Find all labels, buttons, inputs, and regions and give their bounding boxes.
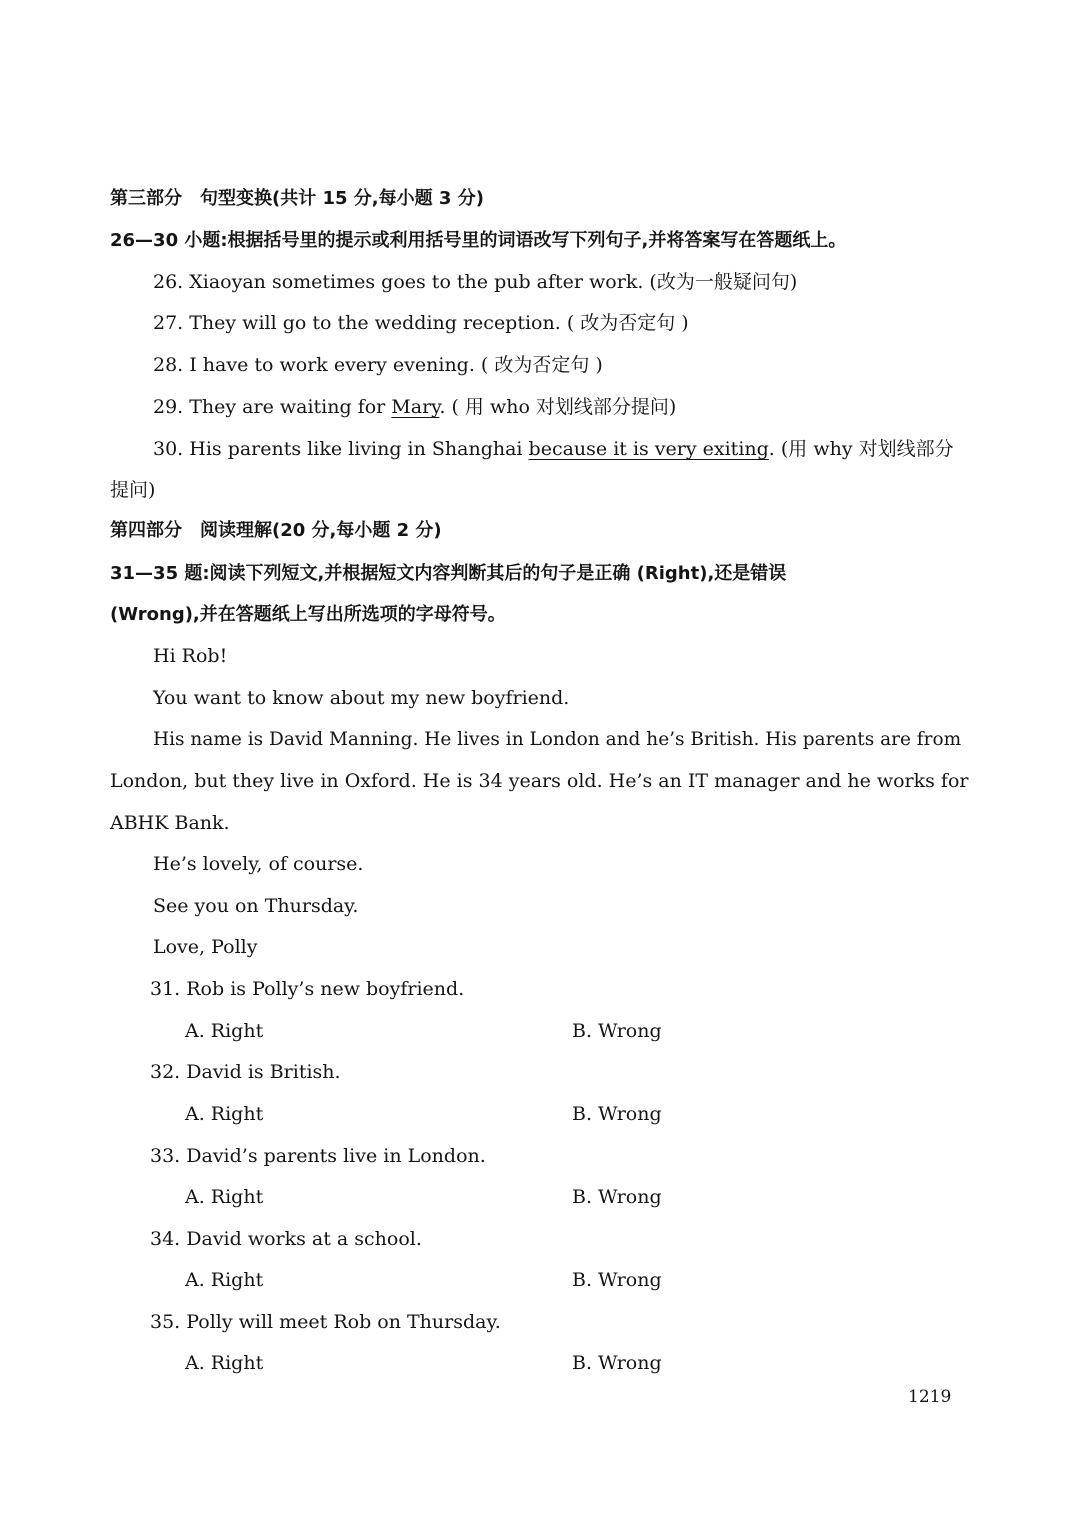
question-31-option-b: B. Wrong	[572, 1020, 662, 1042]
question-30-underlined: because it is very exiting	[528, 438, 769, 460]
question-33-option-a: A. Right	[185, 1186, 264, 1208]
question-32-option-b: B. Wrong	[572, 1103, 662, 1125]
question-34-option-b: B. Wrong	[572, 1269, 662, 1291]
question-27: 27. They will go to the wedding reception. ( 改为否定句 )	[153, 312, 689, 334]
question-30-text: 30. His parents like living in Shanghai	[153, 438, 529, 460]
part3-instruction: 26—30 小题:根据括号里的提示或利用括号里的词语改写下列句子,并将答案写在答题纸上。	[110, 230, 847, 251]
question-29-hint: . ( 用 who 对划线部分提问)	[439, 396, 677, 418]
part4-heading: 第四部分 阅读理解(20 分,每小题 2 分)	[110, 520, 442, 541]
question-34-stem: 34. David works at a school.	[150, 1228, 422, 1250]
part3-heading: 第三部分 句型变换(共计 15 分,每小题 3 分)	[110, 188, 484, 209]
question-32-option-a: A. Right	[185, 1103, 264, 1125]
question-35-option-b: B. Wrong	[572, 1352, 662, 1374]
question-33-stem: 33. David’s parents live in London.	[150, 1145, 486, 1167]
letter-paragraph-2-line3: ABHK Bank.	[110, 812, 230, 834]
page-number: 1219	[908, 1387, 952, 1407]
question-33-option-b: B. Wrong	[572, 1186, 662, 1208]
letter-paragraph-1: You want to know about my new boyfriend.	[153, 687, 570, 709]
question-30	[153, 436, 954, 462]
question-31-option-a: A. Right	[185, 1020, 264, 1042]
letter-paragraph-2-line1: His name is David Manning. He lives in London and he’s British. His parents are from	[153, 729, 962, 750]
question-29-underlined: Mary	[391, 396, 440, 418]
question-28: 28. I have to work every evening. ( 改为否定句 )	[153, 354, 603, 376]
question-29	[153, 394, 676, 420]
letter-closing: Love, Polly	[153, 936, 258, 958]
question-26: 26. Xiaoyan sometimes goes to the pub after work. (改为一般疑问句)	[153, 271, 798, 293]
letter-paragraph-4: See you on Thursday.	[153, 895, 359, 917]
question-30-hint: . (用 why 对划线部分	[768, 438, 954, 460]
letter-greeting: Hi Rob!	[153, 645, 228, 667]
question-35-stem: 35. Polly will meet Rob on Thursday.	[150, 1311, 501, 1333]
question-29-text: 29. They are waiting for	[153, 396, 392, 418]
question-32-stem: 32. David is British.	[150, 1061, 341, 1083]
part4-instruction-line1: 31—35 题:阅读下列短文,并根据短文内容判断其后的句子是正确 (Right),还是错误	[110, 563, 787, 584]
letter-paragraph-3: He’s lovely, of course.	[153, 853, 364, 875]
letter-paragraph-2-line2: London, but they live in Oxford. He is 34 years old. He’s an IT manager and he works for	[110, 770, 969, 792]
question-31-stem: 31. Rob is Polly’s new boyfriend.	[150, 978, 465, 1000]
question-30-continued: 提问)	[110, 479, 156, 501]
question-35-option-a: A. Right	[185, 1352, 264, 1374]
question-34-option-a: A. Right	[185, 1269, 264, 1291]
part4-instruction-line2: (Wrong),并在答题纸上写出所选项的字母符号。	[110, 604, 506, 625]
